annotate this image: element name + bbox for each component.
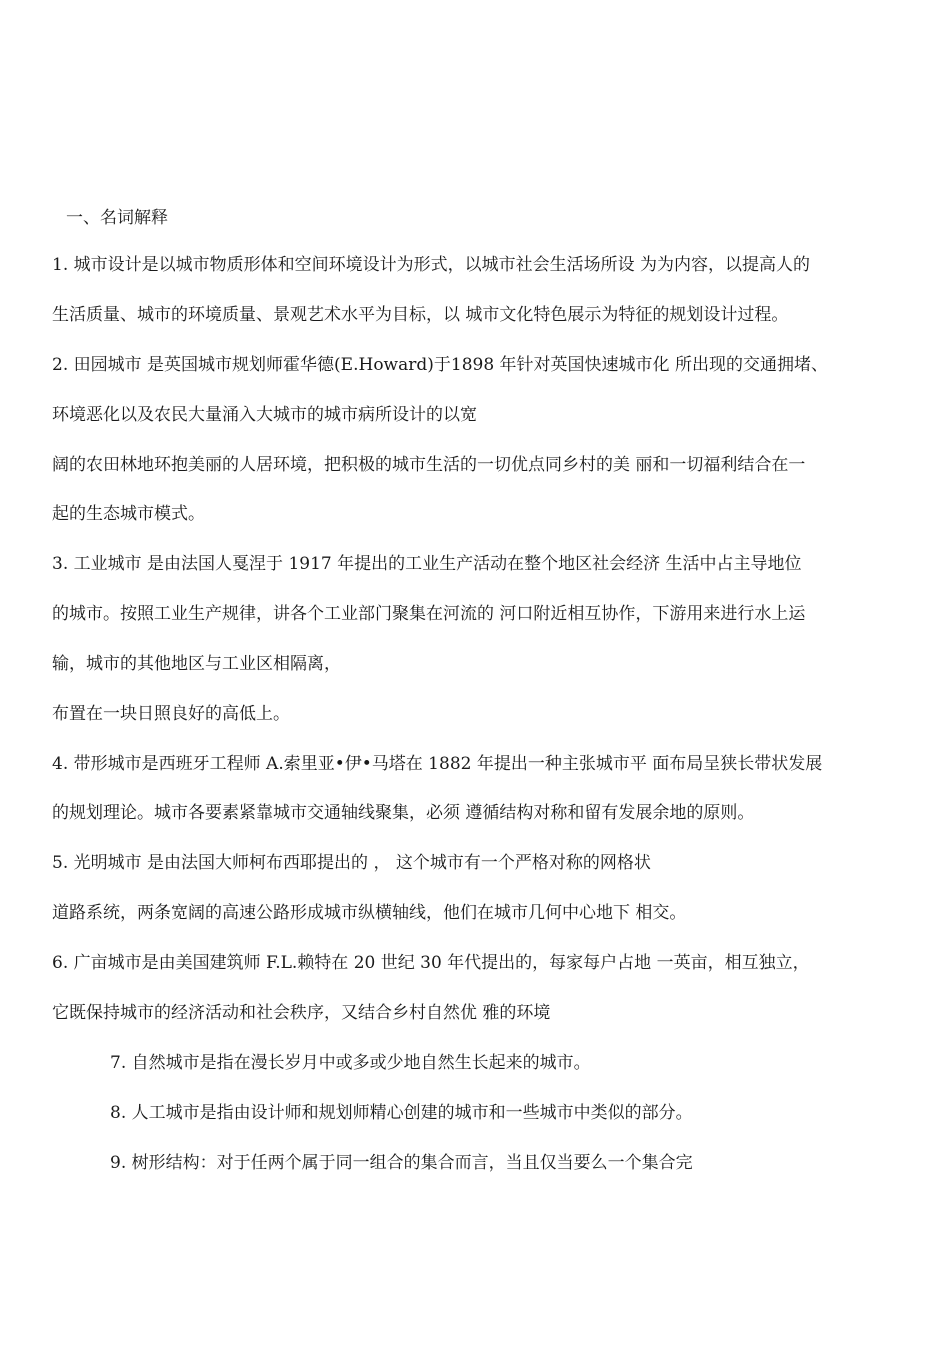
entry-4-line-1 bbox=[52, 752, 902, 778]
entry-3-line-3: 输，城市的其他地区与工业区相隔离， bbox=[52, 654, 341, 674]
entry-number: 7. bbox=[110, 1053, 127, 1073]
entry-text: 是由美国建筑师 F.L.赖特在 20 世纪 30 年代提出的，每家每户占地 一英亩，相互独立， bbox=[141, 953, 810, 973]
entry-9-line-1 bbox=[110, 1151, 950, 1177]
entry-5-line-1 bbox=[52, 851, 902, 877]
entry-number: 9. bbox=[110, 1153, 127, 1173]
entry-3-line-2: 的城市。按照工业生产规律，讲各个工业部门聚集在河流的 河口附近相互协作，下游用来进行水上运 bbox=[52, 604, 806, 624]
entry-text: 是指在漫长岁月中或多或少地自然生长起来的城市。 bbox=[199, 1053, 591, 1073]
entry-text: 是西班牙工程师 A.索里亚•伊•马塔在 1882 年提出一种主张城市平 面布局呈狭长带状发展 bbox=[141, 754, 823, 774]
entry-number: 5. bbox=[52, 853, 69, 873]
entry-number: 4. bbox=[52, 754, 69, 774]
term-garden-city: 田园城市 bbox=[74, 353, 142, 379]
entry-text: 是由法国人戛涅于 1917 年提出的工业生产活动在整个地区社会经济 生活中占主导地位 bbox=[141, 554, 802, 574]
entry-text: 是由法国大师柯布西耶提出的 ， 这个城市有一个严格对称的网格状 bbox=[141, 853, 651, 873]
term-urban-design: 城市设计 bbox=[74, 253, 142, 279]
term-broadacre-city: 广亩城市 bbox=[74, 951, 142, 977]
term-linear-city: 带形城市 bbox=[74, 752, 142, 778]
entry-2-line-3: 阔的农田林地环抱美丽的人居环境，把积极的城市生活的一切优点同乡村的美 丽和一切福利结合在一 bbox=[52, 455, 806, 475]
entry-text: ：对于任两个属于同一组合的集合而言，当且仅当要么一个集合完 bbox=[199, 1153, 693, 1173]
entry-6-line-1 bbox=[52, 951, 902, 977]
entry-number: 8. bbox=[110, 1103, 127, 1123]
entry-number: 3. bbox=[52, 554, 69, 574]
entry-text: 是指由设计师和规划师精心创建的城市和一些城市中类似的部分。 bbox=[199, 1103, 693, 1123]
entry-5-line-2: 道路系统，两条宽阔的高速公路形成城市纵横轴线，他们在城市几何中心地下 相交。 bbox=[52, 903, 687, 923]
entry-text: 是英国城市规划师霍华德(E.Howard)于1898 年针对英国快速城市化 所出现的交通拥堵、 bbox=[141, 355, 828, 375]
entry-1-line-2: 生活质量、城市的环境质量、景观艺术水平为目标，以 城市文化特色展示为特征的规划设计过程。 bbox=[52, 305, 789, 325]
entry-text: 是以城市物质形体和空间环境设计为形式，以城市社会生活场所设 为为内容，以提高人的 bbox=[141, 255, 811, 275]
entry-1-line-1 bbox=[52, 253, 902, 279]
term-artificial-city: 人工城市 bbox=[132, 1101, 200, 1127]
term-industrial-city: 工业城市 bbox=[74, 552, 142, 578]
entry-number: 2. bbox=[52, 355, 69, 375]
entry-6-line-2: 它既保持城市的经济活动和社会秩序，又结合乡村自然优 雅的环境 bbox=[52, 1003, 551, 1023]
entry-8-line-1 bbox=[110, 1101, 950, 1127]
entry-number: 1. bbox=[52, 255, 69, 275]
term-natural-city: 自然城市 bbox=[132, 1051, 200, 1077]
entry-3-line-4: 布置在一块日照良好的高低上。 bbox=[52, 704, 290, 724]
section-heading: 一、名词解释 bbox=[66, 208, 168, 228]
term-tree-structure: 树形结构 bbox=[132, 1151, 200, 1177]
entry-7-line-1 bbox=[110, 1051, 950, 1077]
entry-2-line-1 bbox=[52, 353, 902, 379]
entry-3-line-1 bbox=[52, 552, 902, 578]
term-radiant-city: 光明城市 bbox=[74, 851, 142, 877]
entry-2-line-4: 起的生态城市模式。 bbox=[52, 504, 205, 524]
entry-4-line-2: 的规划理论。城市各要素紧靠城市交通轴线聚集，必须 遵循结构对称和留有发展余地的原则。 bbox=[52, 803, 755, 823]
entry-2-line-2: 环境恶化以及农民大量涌入大城市的城市病所设计的以宽 bbox=[52, 405, 477, 425]
entry-number: 6. bbox=[52, 953, 69, 973]
